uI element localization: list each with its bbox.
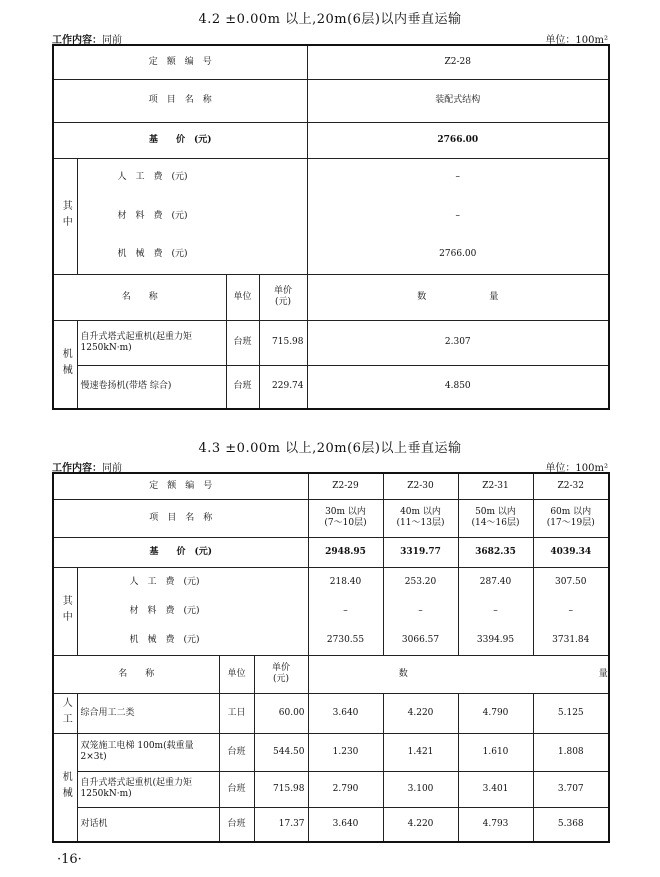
resource-name: 自升式塔式起重机(起重力矩1250kN·m) bbox=[77, 320, 226, 365]
item-line-2: (17～19层) bbox=[546, 518, 595, 528]
item-name bbox=[383, 499, 458, 537]
quota-code: Z2-30 bbox=[383, 473, 458, 499]
row-code-label: 定 额 编 号 bbox=[53, 473, 308, 499]
cost-breakdown-values bbox=[458, 567, 533, 655]
cost-breakdown-labels bbox=[77, 567, 308, 655]
resource-quantity: 4.793 bbox=[458, 807, 533, 842]
resource-price: 229.74 bbox=[259, 365, 307, 409]
material-cost-label: 材 料 费 (元) bbox=[117, 210, 188, 221]
item-name bbox=[533, 499, 609, 537]
labor-cost-label: 人 工 费 (元) bbox=[129, 576, 200, 587]
cost-breakdown-values bbox=[308, 567, 383, 655]
base-price: 3682.35 bbox=[458, 537, 533, 567]
resource-quantity: 3.707 bbox=[533, 771, 609, 807]
header-price: 单价 (元) bbox=[259, 274, 307, 320]
group-machine-label: 机械 bbox=[53, 320, 77, 409]
resource-name: 综合用工二类 bbox=[77, 693, 219, 733]
work-content-label: 工作内容： bbox=[52, 35, 102, 46]
item-name bbox=[458, 499, 533, 537]
machine-cost: 3394.95 bbox=[476, 634, 515, 645]
work-content-value: 同前 bbox=[102, 35, 122, 46]
material-cost: – bbox=[455, 210, 461, 221]
material-cost-label: 材 料 费 (元) bbox=[129, 605, 200, 616]
unit-label: 单位：100m² bbox=[545, 35, 608, 46]
quota-table-2 bbox=[52, 472, 610, 843]
machine-cost-label: 机 械 费 (元) bbox=[129, 634, 200, 645]
header-name: 名 称 bbox=[53, 655, 219, 693]
cost-breakdown-labels bbox=[77, 158, 307, 274]
resource-quantity: 4.220 bbox=[383, 807, 458, 842]
resource-name: 自升式塔式起重机(起重力矩1250kN·m) bbox=[77, 771, 219, 807]
machine-cost: 2730.55 bbox=[326, 634, 365, 645]
resource-unit: 台班 bbox=[219, 807, 254, 842]
resource-quantity: 5.125 bbox=[533, 693, 609, 733]
header-quantity bbox=[308, 655, 609, 693]
resource-name: 慢速卷扬机(带塔 综合) bbox=[77, 365, 226, 409]
qizhong-label: 其中 bbox=[53, 567, 77, 655]
resource-quantity: 2.790 bbox=[308, 771, 383, 807]
unit-label: 单位：100m² bbox=[545, 463, 608, 474]
material-cost: – bbox=[343, 605, 348, 616]
resource-quantity: 3.640 bbox=[308, 693, 383, 733]
resource-quantity: 1.610 bbox=[458, 733, 533, 771]
cost-breakdown-values bbox=[383, 567, 458, 655]
resource-unit: 台班 bbox=[226, 365, 259, 409]
header-quantity-b: 量 bbox=[598, 668, 608, 679]
quota-table-1 bbox=[52, 44, 610, 410]
resource-quantity: 3.100 bbox=[383, 771, 458, 807]
group-labor-label: 人工 bbox=[53, 693, 77, 733]
group-machine-label: 机械 bbox=[53, 733, 77, 842]
labor-cost: 218.40 bbox=[329, 576, 362, 587]
cost-breakdown-values bbox=[533, 567, 609, 655]
item-line-1: 60m 以内 bbox=[550, 507, 592, 518]
machine-cost: 3731.84 bbox=[552, 634, 590, 645]
base-price-label: 基 价 (元) bbox=[53, 537, 308, 567]
header-quantity-a: 数 bbox=[398, 668, 408, 679]
qizhong-label: 其中 bbox=[53, 158, 77, 274]
resource-quantity: 3.640 bbox=[308, 807, 383, 842]
labor-cost: 253.20 bbox=[404, 576, 437, 587]
base-price-label: 基 价 (元) bbox=[53, 122, 307, 158]
row-code-label: 定 额 编 号 bbox=[53, 45, 307, 79]
base-price: 2766.00 bbox=[307, 122, 609, 158]
base-price: 2948.95 bbox=[308, 537, 383, 567]
item-line-2: (7～10层) bbox=[324, 518, 367, 528]
resource-unit: 工日 bbox=[219, 693, 254, 733]
base-price: 3319.77 bbox=[383, 537, 458, 567]
resource-quantity: 5.368 bbox=[533, 807, 609, 842]
quota-code: Z2-32 bbox=[533, 473, 609, 499]
item-line-2: (11～13层) bbox=[396, 518, 445, 528]
labor-cost: 287.40 bbox=[479, 576, 512, 587]
resource-unit: 台班 bbox=[219, 733, 254, 771]
page-number: ·16· bbox=[57, 852, 82, 867]
resource-price: 17.37 bbox=[254, 807, 308, 842]
resource-quantity: 1.808 bbox=[533, 733, 609, 771]
resource-price: 715.98 bbox=[254, 771, 308, 807]
row-item-label: 项 目 名 称 bbox=[53, 499, 308, 537]
resource-quantity: 3.401 bbox=[458, 771, 533, 807]
material-cost: – bbox=[493, 605, 498, 616]
labor-cost-label: 人 工 费 (元) bbox=[117, 172, 188, 183]
item-line-1: 40m 以内 bbox=[400, 507, 441, 518]
row-item-label: 项 目 名 称 bbox=[53, 79, 307, 122]
header-price: 单价 (元) bbox=[254, 655, 308, 693]
labor-cost: – bbox=[455, 172, 461, 183]
material-cost: – bbox=[418, 605, 423, 616]
base-price: 4039.34 bbox=[533, 537, 609, 567]
header-quantity: 数 量 bbox=[307, 274, 609, 320]
resource-unit: 台班 bbox=[226, 320, 259, 365]
section1-title: 4.2 ±0.00m 以上,20m(6层)以内垂直运输 bbox=[198, 12, 462, 27]
material-cost: – bbox=[568, 605, 574, 616]
resource-quantity: 4.850 bbox=[307, 365, 609, 409]
resource-quantity: 1.230 bbox=[308, 733, 383, 771]
resource-price: 715.98 bbox=[259, 320, 307, 365]
resource-quantity: 4.790 bbox=[458, 693, 533, 733]
section2-title: 4.3 ±0.00m 以上,20m(6层)以上垂直运输 bbox=[198, 441, 462, 456]
resource-unit: 台班 bbox=[219, 771, 254, 807]
header-unit: 单位 bbox=[226, 274, 259, 320]
work-content-value: 同前 bbox=[102, 463, 122, 474]
resource-quantity: 4.220 bbox=[383, 693, 458, 733]
resource-name: 对话机 bbox=[77, 807, 219, 842]
item-line-1: 50m 以内 bbox=[475, 507, 516, 518]
cost-breakdown-values bbox=[307, 158, 609, 274]
quota-code: Z2-29 bbox=[308, 473, 383, 499]
work-content-label: 工作内容： bbox=[52, 463, 102, 474]
header-name: 名 称 bbox=[53, 274, 226, 320]
item-name: 装配式结构 bbox=[307, 79, 609, 122]
item-line-2: (14～16层) bbox=[471, 518, 520, 528]
machine-cost: 2766.00 bbox=[439, 248, 477, 259]
item-name bbox=[308, 499, 383, 537]
item-line-1: 30m 以内 bbox=[325, 507, 366, 518]
machine-cost-label: 机 械 费 (元) bbox=[117, 248, 188, 259]
labor-cost: 307.50 bbox=[555, 576, 587, 587]
quota-code: Z2-31 bbox=[458, 473, 533, 499]
resource-quantity: 2.307 bbox=[307, 320, 609, 365]
resource-price: 60.00 bbox=[254, 693, 308, 733]
header-unit: 单位 bbox=[219, 655, 254, 693]
resource-price: 544.50 bbox=[254, 733, 308, 771]
resource-quantity: 1.421 bbox=[383, 733, 458, 771]
machine-cost: 3066.57 bbox=[401, 634, 440, 645]
resource-name: 双笼施工电梯 100m(载重量2×3t) bbox=[77, 733, 219, 771]
quota-code: Z2-28 bbox=[307, 45, 609, 79]
